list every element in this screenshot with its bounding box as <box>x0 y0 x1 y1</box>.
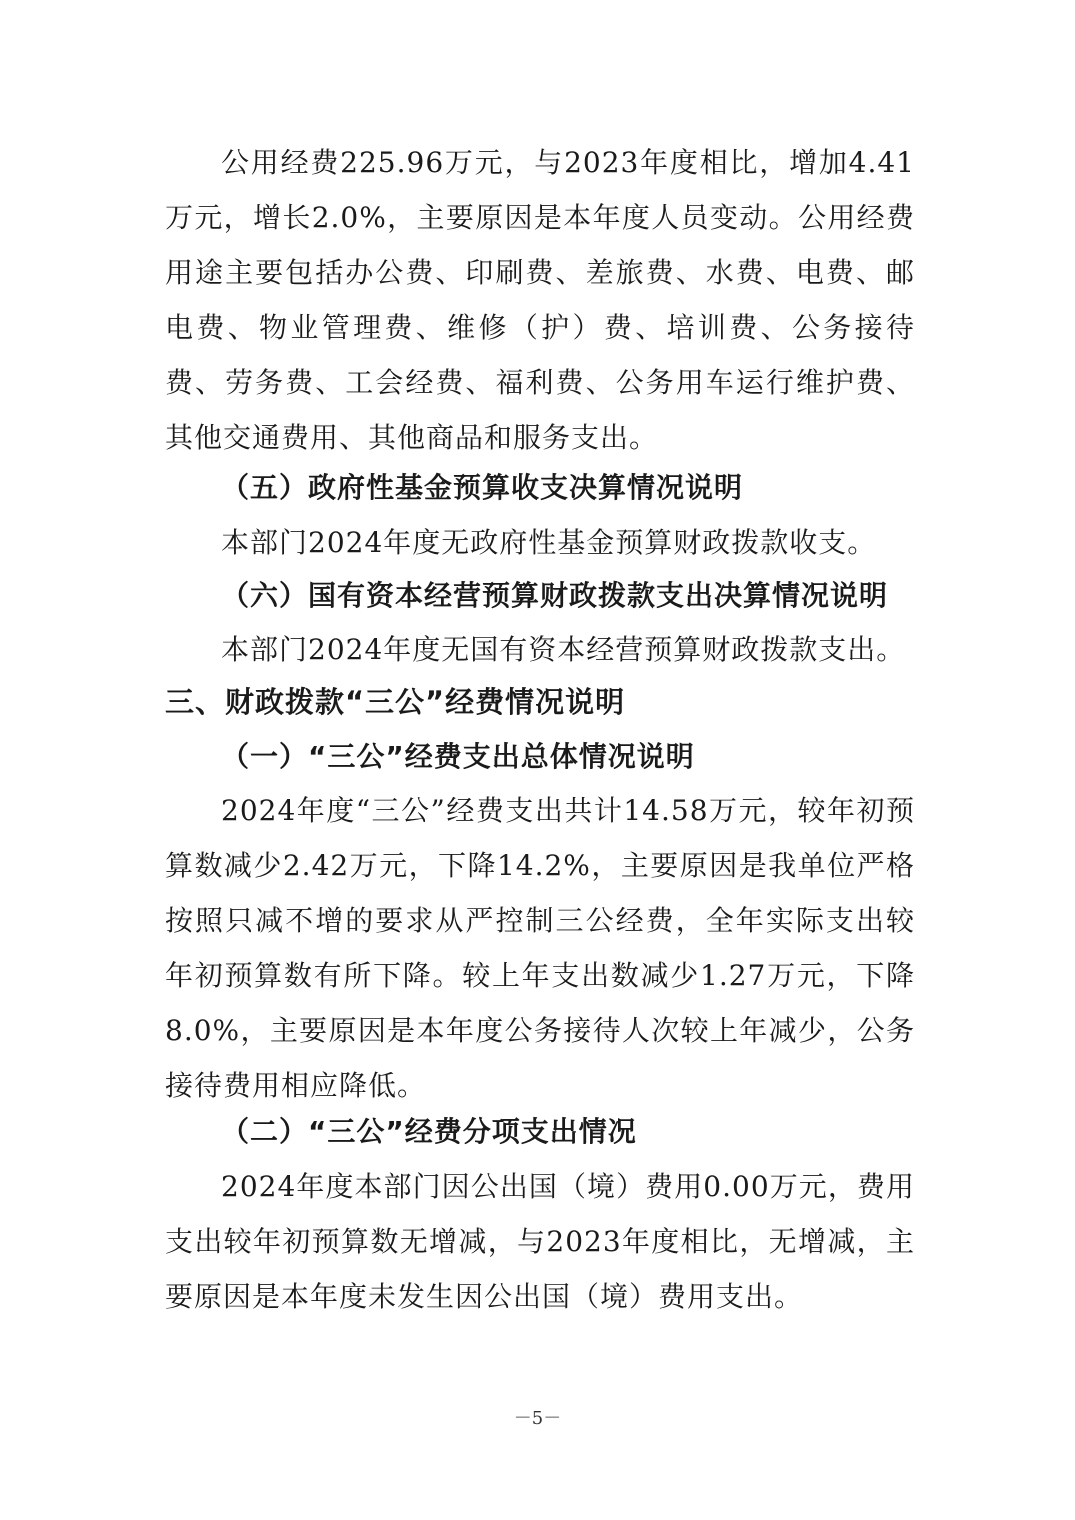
paragraph-government-fund-budget: 本部门2024年度无政府性基金预算财政拨款收支。 <box>221 526 877 559</box>
paragraph-itemized-expenditure: 2024年度本部门因公出国（境）费用0.00万元，费用支出较年初预算数无增减，与2023年度相比，无增减，主要原因是本年度未发生因公出国（境）费用支出。 <box>165 1170 915 1313</box>
heading-three-public-funds: 三、财政拨款“三公”经费情况说明 <box>165 685 626 719</box>
paragraph-public-funds: 公用经费225.96万元，与2023年度相比，增加4.41万元，增长2.0%，主要原因是本年度人员变动。公用经费用途主要包括办公费、印刷费、差旅费、水费、电费、邮电费、物业管理费、维修（护）费、培训费、公务接待费、劳务费、工会经费、福利费、公务用车运行维护费、其他交通费用、其他商品和服务支出。 <box>165 146 915 454</box>
page-number: －5－ <box>513 1408 562 1429</box>
heading-government-fund-budget: （五）政府性基金预算收支决算情况说明 <box>221 471 744 504</box>
heading-state-capital-budget: （六）国有资本经营预算财政拨款支出决算情况说明 <box>221 579 889 612</box>
paragraph-state-capital-budget: 本部门2024年度无国有资本经营预算财政拨款支出。 <box>221 633 906 666</box>
heading-overall-expenditure: （一）“三公”经费支出总体情况说明 <box>221 740 695 773</box>
paragraph-overall-expenditure: 2024年度“三公”经费支出共计14.58万元，较年初预算数减少2.42万元，下降14.2%，主要原因是我单位严格按照只减不增的要求从严控制三公经费，全年实际支出较年初预算数有所下降。较上年支出数减少1.27万元，下降8.0%，主要原因是本年度公务接待人次较上年减少，公务接待费用相应降低。 <box>165 794 915 1102</box>
heading-itemized-expenditure: （二）“三公”经费分项支出情况 <box>221 1115 637 1148</box>
